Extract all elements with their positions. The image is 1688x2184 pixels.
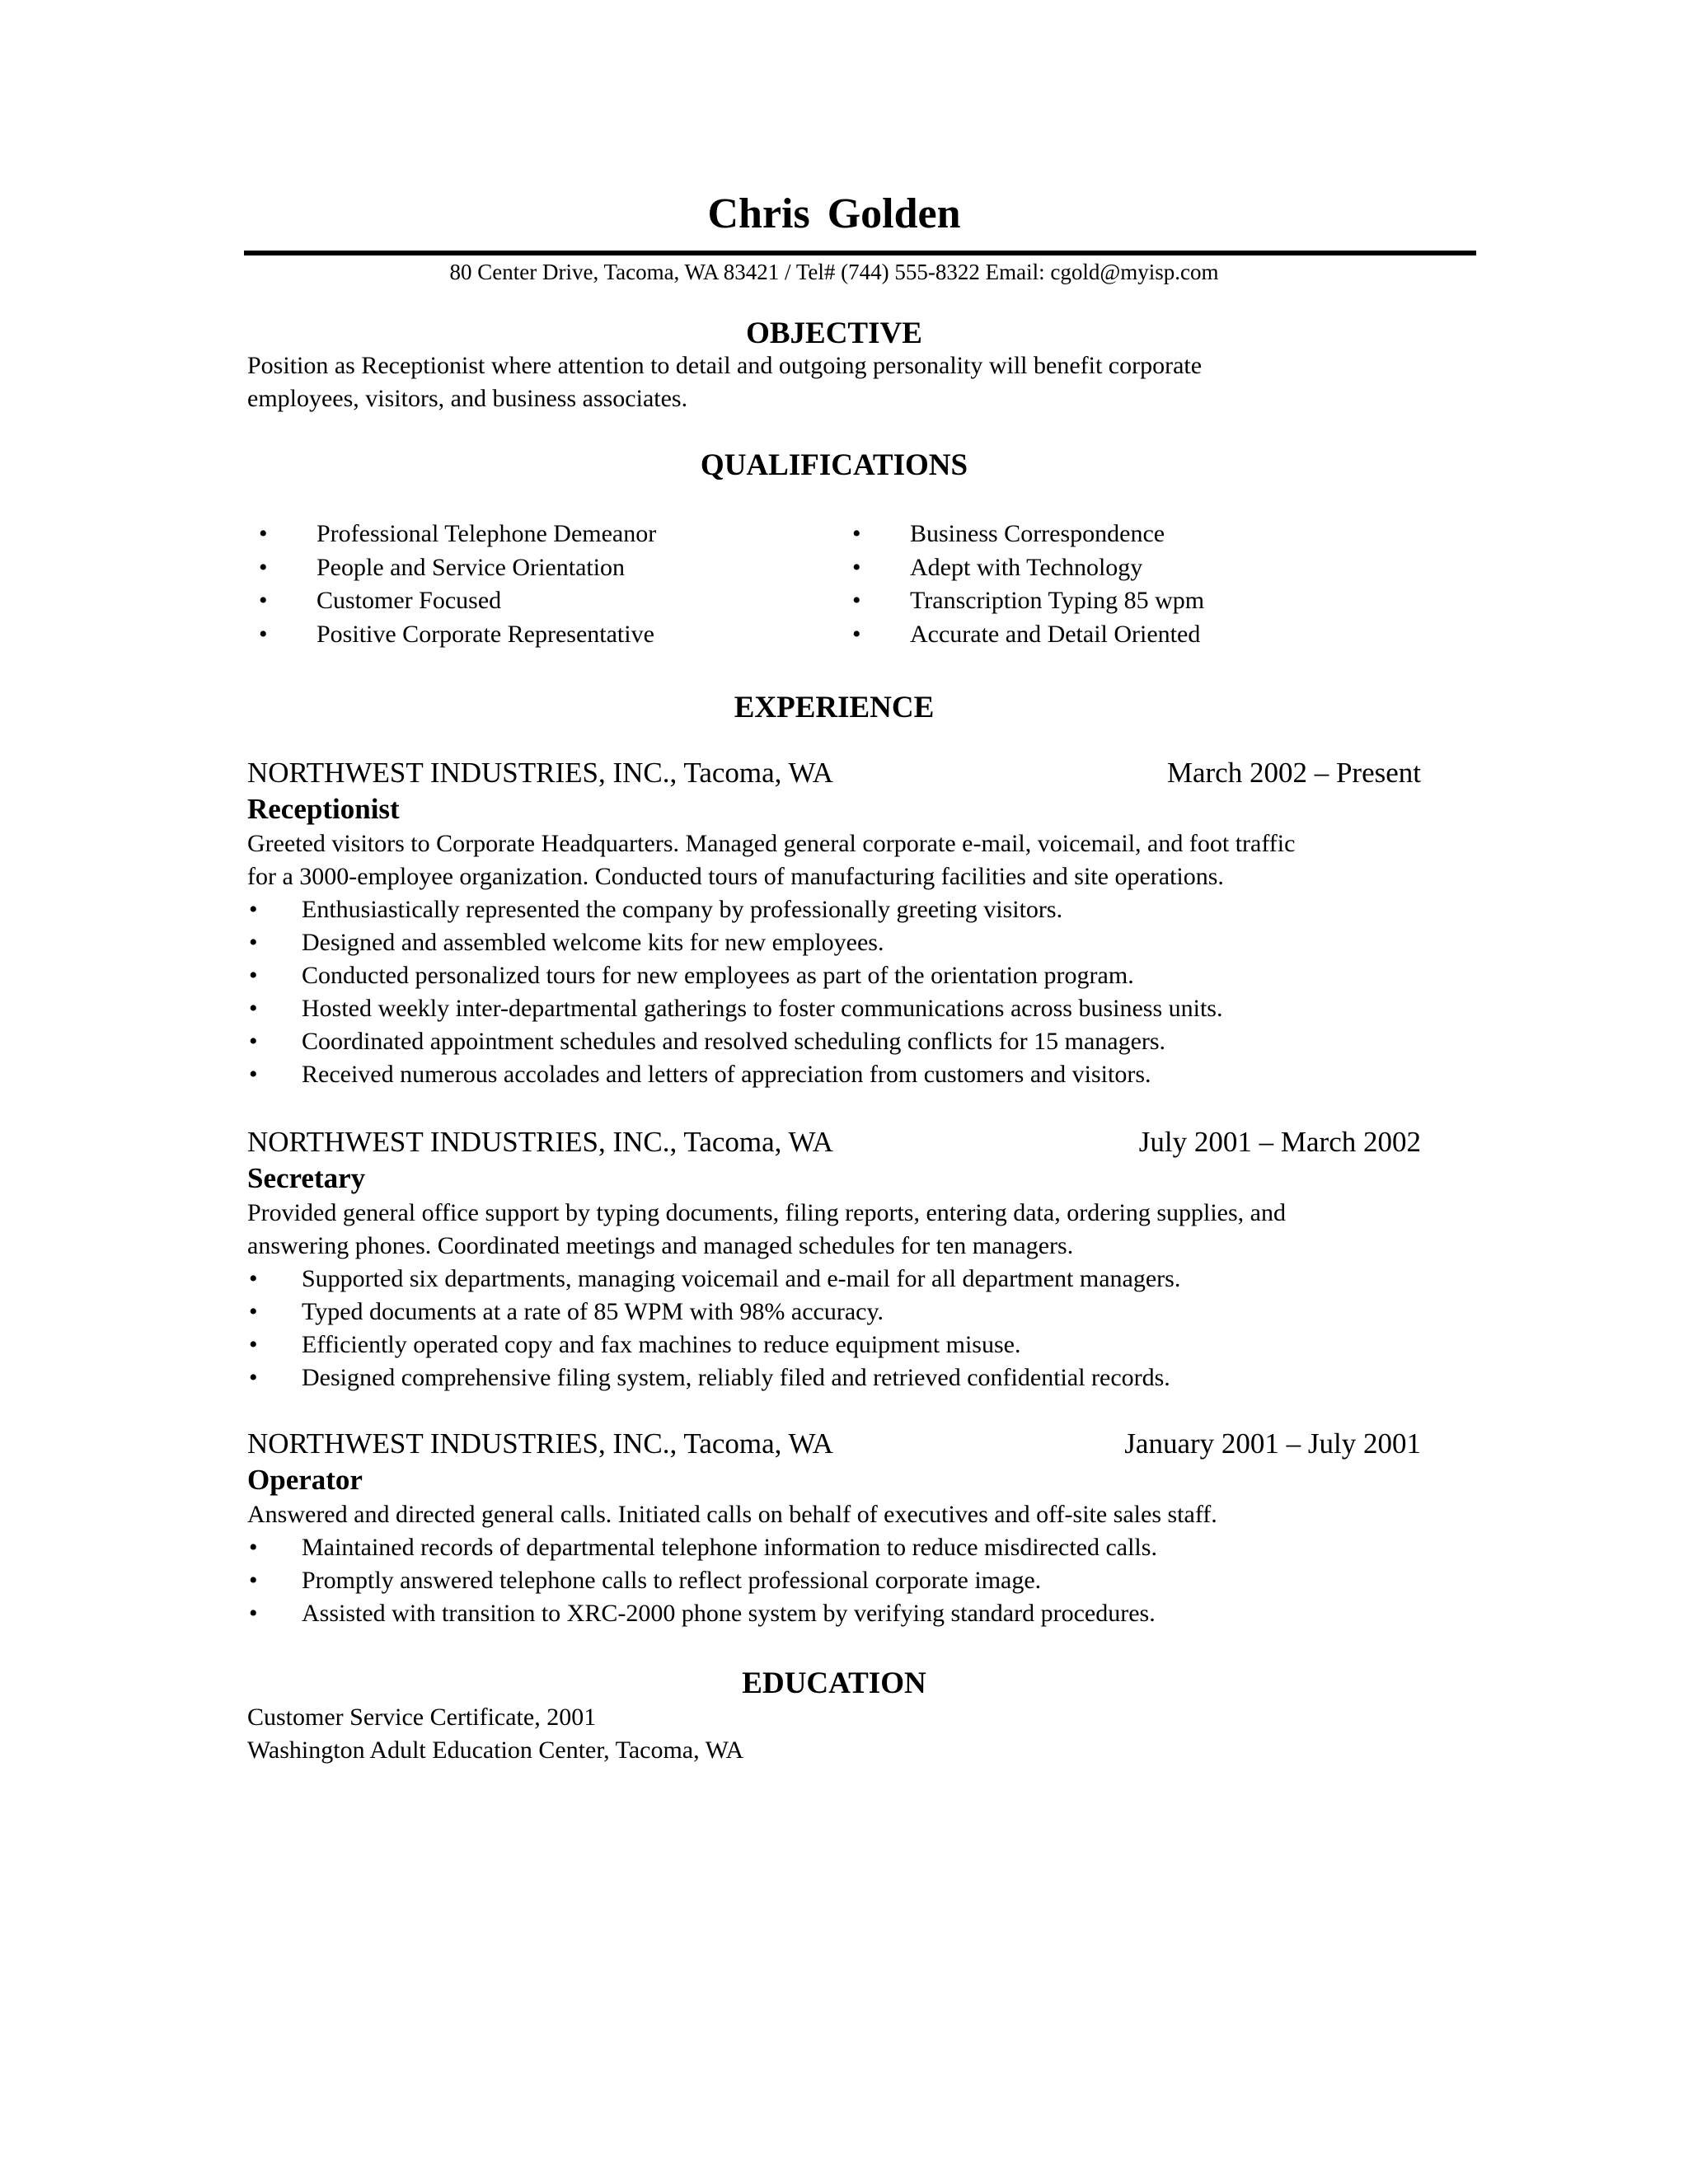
job-dates: January 2001 – July 2001 <box>1124 1427 1421 1460</box>
education-details <box>247 1701 1451 1767</box>
job-description <box>247 1498 1451 1531</box>
job-achievements <box>247 1263 1421 1394</box>
job-achievements <box>247 893 1421 1091</box>
qualification-item: • Accurate and Detail Oriented <box>841 618 1204 652</box>
job-description-line: answering phones. Coordinated meetings and managed schedules for ten managers. <box>247 1232 1074 1259</box>
job-entry-operator <box>247 1426 1421 1630</box>
qualification-item: • Professional Telephone Demeanor <box>247 518 841 551</box>
education-line: Washington Adult Education Center, Tacoma, WA <box>247 1736 744 1764</box>
job-entry-secretary <box>247 1124 1421 1394</box>
qualifications-heading: QUALIFICATIONS <box>700 448 968 482</box>
qualifications-left-column <box>247 518 841 651</box>
job-achievement: • Efficiently operated copy and fax machines to reduce equipment misuse. <box>247 1329 1421 1361</box>
job-achievement: • Designed and assembled welcome kits for new employees. <box>247 926 1421 959</box>
job-title: Operator <box>247 1464 363 1496</box>
job-achievement: • Enthusiastically represented the company by professionally greeting visitors. <box>247 893 1421 926</box>
job-company: NORTHWEST INDUSTRIES, INC., Tacoma, WA <box>247 1427 833 1460</box>
qualifications-list <box>247 518 1451 651</box>
education-heading: EDUCATION <box>742 1666 926 1700</box>
job-header <box>247 1426 1421 1462</box>
job-achievement: • Maintained records of departmental telephone information to reduce misdirected calls. <box>247 1531 1421 1564</box>
job-company: NORTHWEST INDUSTRIES, INC., Tacoma, WA <box>247 757 833 789</box>
job-description-line: Greeted visitors to Corporate Headquarters. Managed general corporate e-mail, voicemail, and foot traffic <box>247 830 1296 857</box>
job-entry-receptionist <box>247 755 1421 1091</box>
job-achievement: • Assisted with transition to XRC-2000 phone system by verifying standard procedures. <box>247 1597 1421 1630</box>
job-achievement: • Supported six departments, managing voicemail and e-mail for all department managers. <box>247 1263 1421 1296</box>
job-achievement: • Conducted personalized tours for new employees as part of the orientation program. <box>247 959 1421 992</box>
job-description-line: Answered and directed general calls. Initiated calls on behalf of executives and off-site sales staff. <box>247 1501 1217 1528</box>
job-achievement: • Hosted weekly inter-departmental gatherings to foster communications across business units. <box>247 992 1421 1025</box>
job-dates: July 2001 – March 2002 <box>1138 1126 1421 1158</box>
education-line: Customer Service Certificate, 2001 <box>247 1704 597 1731</box>
qualification-item: • Business Correspondence <box>841 518 1204 551</box>
job-achievement: • Promptly answered telephone calls to reflect professional corporate image. <box>247 1564 1421 1597</box>
job-achievement: • Received numerous accolades and letters of appreciation from customers and visitors. <box>247 1058 1421 1091</box>
job-header <box>247 755 1421 791</box>
job-header <box>247 1124 1421 1160</box>
objective-line: employees, visitors, and business associates. <box>247 385 688 412</box>
job-achievements <box>247 1531 1421 1630</box>
job-description-line: Provided general office support by typing documents, filing reports, entering data, ordering supplies, and <box>247 1199 1286 1226</box>
job-achievement: • Designed comprehensive filing system, reliably filed and retrieved confidential records. <box>247 1361 1421 1394</box>
job-title: Secretary <box>247 1162 366 1194</box>
objective-heading: OBJECTIVE <box>746 316 922 350</box>
objective-text <box>247 349 1451 415</box>
contact-line: 80 Center Drive, Tacoma, WA 83421 / Tel# (744) 555-8322 Email: cgold@myisp.com <box>449 260 1219 284</box>
objective-line: Position as Receptionist where attention to detail and outgoing personality will benefit corporate <box>247 352 1203 379</box>
qualification-item: • Transcription Typing 85 wpm <box>841 584 1204 618</box>
job-achievement: • Coordinated appointment schedules and resolved scheduling conflicts for 15 managers. <box>247 1025 1421 1058</box>
qualification-item: • Positive Corporate Representative <box>247 618 841 652</box>
job-description <box>247 1197 1451 1263</box>
job-company: NORTHWEST INDUSTRIES, INC., Tacoma, WA <box>247 1126 833 1158</box>
applicant-name: Chris Golden <box>707 190 961 237</box>
experience-heading: EXPERIENCE <box>734 691 935 724</box>
qualification-item: • People and Service Orientation <box>247 551 841 585</box>
qualification-item: • Customer Focused <box>247 584 841 618</box>
job-dates: March 2002 – Present <box>1166 757 1421 789</box>
qualification-item: • Adept with Technology <box>841 551 1204 585</box>
job-title: Receptionist <box>247 793 400 825</box>
job-description <box>247 827 1451 893</box>
job-description-line: for a 3000-employee organization. Conducted tours of manufacturing facilities and site operations. <box>247 863 1224 890</box>
qualifications-right-column <box>841 518 1204 651</box>
job-achievement: • Typed documents at a rate of 85 WPM with 98% accuracy. <box>247 1296 1421 1329</box>
